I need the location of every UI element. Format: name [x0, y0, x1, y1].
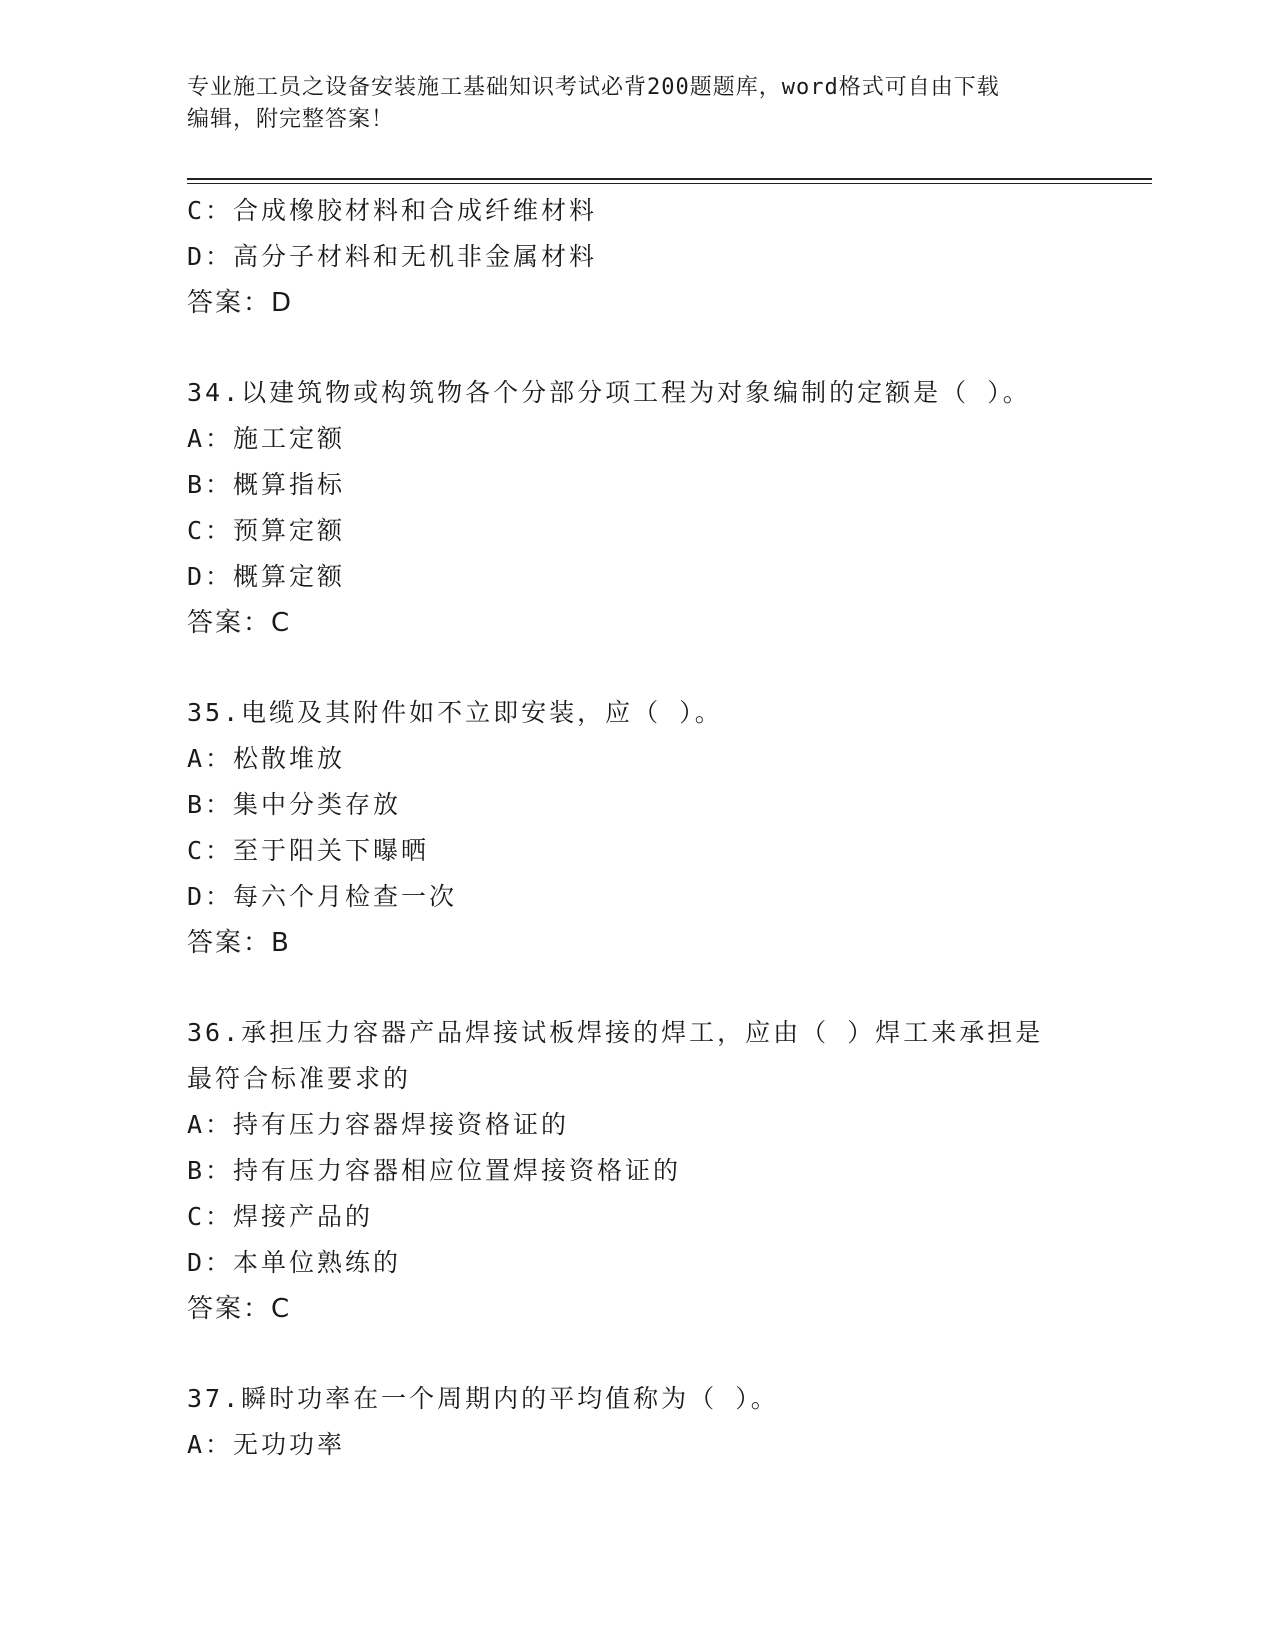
option-b: B：集中分类存放 — [187, 790, 402, 819]
option-b: B：概算指标 — [187, 470, 346, 499]
question-stem-line-1: 36.承担压力容器产品焊接试板焊接的焊工，应由（ ）焊工来承担是 — [187, 1018, 1044, 1047]
answer: 答案：C — [187, 1294, 292, 1324]
option-d: D：概算定额 — [187, 562, 346, 591]
option-c: C：至于阳关下曝晒 — [187, 836, 430, 865]
document-header — [187, 72, 1087, 136]
option-d: D：每六个月检查一次 — [187, 882, 458, 911]
question-partial — [187, 188, 1152, 326]
question-stem-line-2: 最符合标准要求的 — [187, 1064, 412, 1093]
option-d: D：本单位熟练的 — [187, 1248, 402, 1277]
question-stem: 37.瞬时功率在一个周期内的平均值称为（ ）。 — [187, 1384, 779, 1413]
header-rule-thick — [187, 178, 1152, 180]
answer: 答案：C — [187, 608, 292, 638]
question-list — [187, 188, 1152, 1468]
option-c: C：焊接产品的 — [187, 1202, 374, 1231]
option-b: B：持有压力容器相应位置焊接资格证的 — [187, 1156, 682, 1185]
header-line-2: 编辑，附完整答案！ — [187, 107, 395, 132]
question-34 — [187, 370, 1152, 646]
question-stem: 34.以建筑物或构筑物各个分部分项工程为对象编制的定额是（ ）。 — [187, 378, 1031, 407]
header-line-1: 专业施工员之设备安装施工基础知识考试必背200题题库，word格式可自由下载 — [187, 75, 1000, 100]
option-c: C：合成橡胶材料和合成纤维材料 — [187, 196, 598, 225]
question-stem: 35.电缆及其附件如不立即安装，应（ ）。 — [187, 698, 723, 727]
header-rule-thin — [187, 183, 1152, 184]
option-a: A：无功功率 — [187, 1430, 346, 1459]
option-a: A：松散堆放 — [187, 744, 346, 773]
question-36 — [187, 1010, 1152, 1332]
question-35 — [187, 690, 1152, 966]
answer: 答案：D — [187, 288, 294, 318]
option-d: D：高分子材料和无机非金属材料 — [187, 242, 598, 271]
answer: 答案：B — [187, 928, 291, 958]
question-37 — [187, 1376, 1152, 1468]
option-a: A：施工定额 — [187, 424, 346, 453]
option-a: A：持有压力容器焊接资格证的 — [187, 1110, 570, 1139]
option-c: C：预算定额 — [187, 516, 346, 545]
